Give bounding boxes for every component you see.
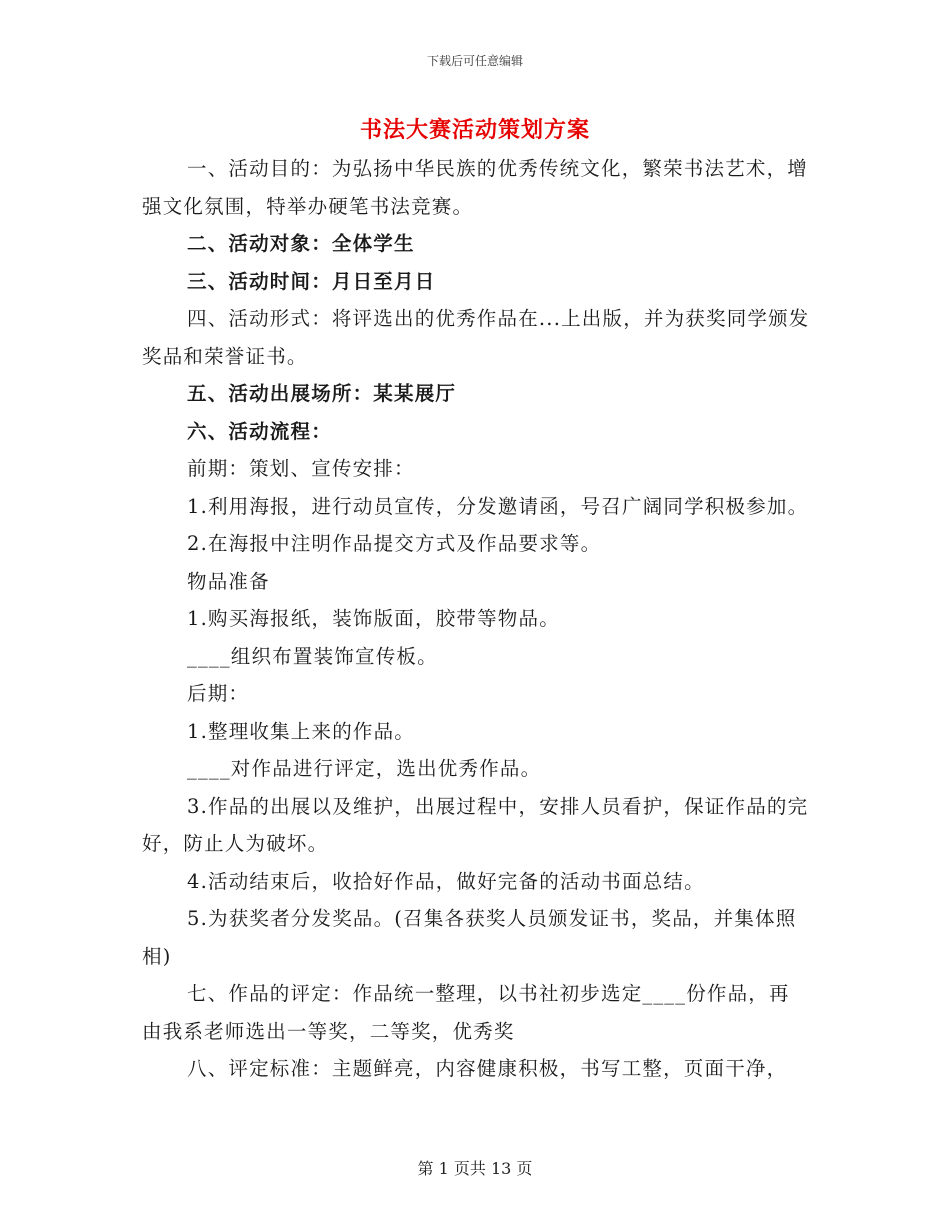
paragraph-criteria: 八、评定标准：主题鲜亮，内容健康积极，书写工整，页面干净， [187,1057,788,1080]
paragraph-step-exhibit: 3.作品的出展以及维护，出展过程中，安排人员看护，保证作品的完好，防止人为破坏。 [142,794,809,855]
paragraph-purpose: 一、活动目的：为弘扬中华民族的优秀传统文化，繁荣书法艺术，增强文化氛围，特举办硬笔书法竞赛。 [142,157,809,218]
paragraph-step-board: ____组织布置装饰宣传板。 [187,644,438,668]
page-footer-number: 第 1 页共 13 页 [417,1159,533,1178]
paragraph-step-collect: 1.整理收集上来的作品。 [187,719,416,743]
paragraph-postphase: 后期： [187,682,250,705]
document-title: 书法大赛活动策划方案 [359,117,590,143]
paragraph-step-awards: 5.为获奖者分发奖品。(召集各获奖人员颁发证书，奖品，并集体照相) [142,907,797,968]
paragraph-judging: 七、作品的评定：作品统一整理，以书社初步选定____份作品，再由我系老师选出一等奖，二等奖，优秀奖 [142,982,790,1043]
paragraph-step-summary: 4.活动结束后，收拾好作品，做好完备的活动书面总结。 [187,869,705,893]
paragraph-step-evaluate: ____对作品进行评定，选出优秀作品。 [187,757,542,780]
paragraph-time: 三、活动时间：月日至月日 [187,269,436,293]
paragraph-prephase: 前期：策划、宣传安排： [187,457,415,480]
paragraph-audience: 二、活动对象：全体学生 [187,232,415,255]
paragraph-step-poster: 1.利用海报，进行动员宣传，分发邀请函，号召广阔同学积极参加。 [187,494,809,518]
paragraph-step-poster-note: 2.在海报中注明作品提交方式及作品要求等。 [187,532,602,555]
paragraph-materials-heading: 物品准备 [187,569,270,593]
page-header-note: 下载后可任意编辑 [426,54,523,68]
document-body [142,150,810,1088]
paragraph-step-buy: 1.购买海报纸，装饰版面，胶带等物品。 [187,607,560,630]
paragraph-format: 四、活动形式：将评选出的优秀作品在...上出版，并为获奖同学颁发奖品和荣誉证书。 [142,307,810,368]
paragraph-process-heading: 六、活动流程： [187,419,332,443]
paragraph-venue: 五、活动出展场所：某某展厅 [187,382,457,405]
